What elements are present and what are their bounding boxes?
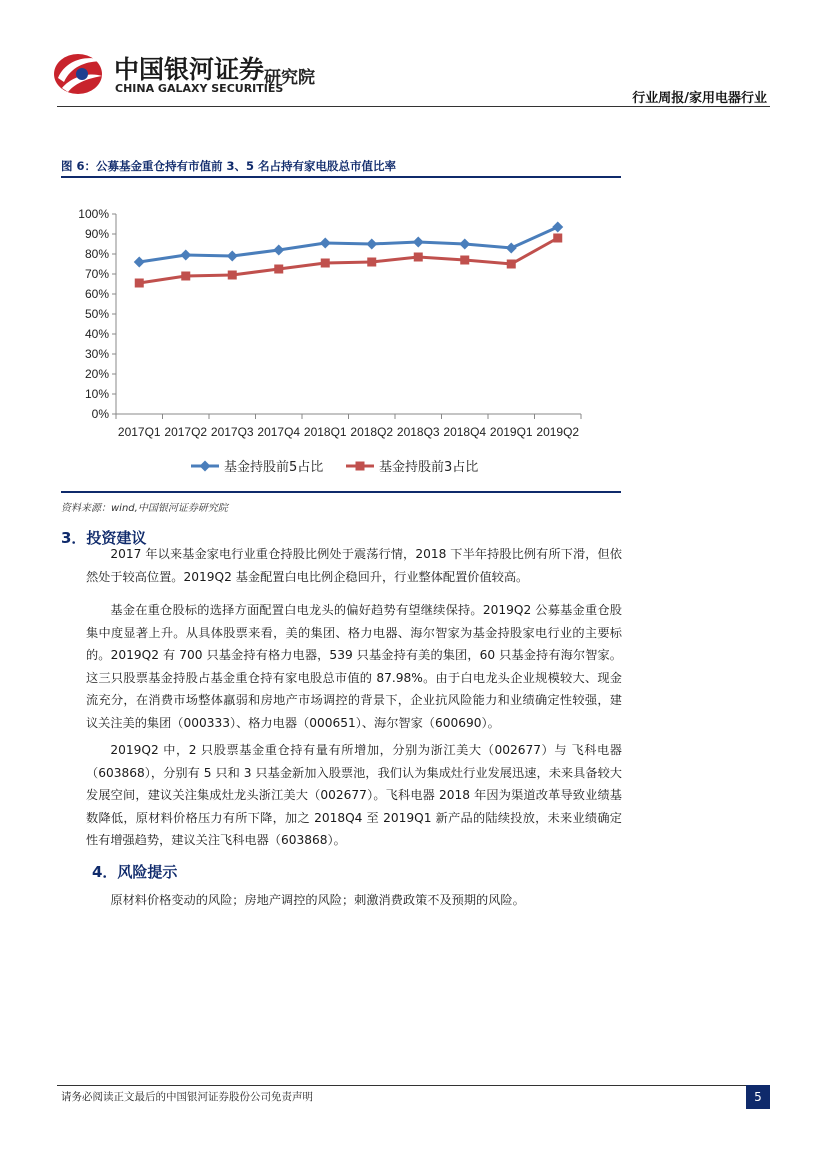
data-point-marker [553,234,562,243]
data-point-marker [321,259,330,268]
figure-title: 图 6：公募基金重仓持有市值前 3、5 名占持有家电股总市值比率 [61,159,397,173]
footer-disclaimer: 请务必阅读正文最后的中国银河证券股份公司免责声明 [61,1091,313,1103]
data-point-marker [552,222,563,233]
data-point-marker [367,258,376,267]
company-name-cn: 中国银河证券 [114,55,265,84]
data-point-marker [366,239,377,250]
data-point-marker [414,253,423,262]
x-tick-label: 2017Q1 [117,425,161,439]
data-point-marker [507,260,516,269]
data-point-marker [413,237,424,248]
data-point-marker [134,257,145,268]
legend-swatch-marker [356,462,365,471]
y-tick-label: 50% [84,307,109,321]
header-divider [57,106,770,107]
figure-source: 资料来源：wind,中国银河证券研究院 [61,503,228,514]
data-point-marker [459,239,470,250]
data-point-marker [227,251,238,262]
x-tick-label: 2019Q1 [489,425,533,439]
y-tick-label: 100% [78,207,109,221]
y-tick-label: 40% [84,327,109,341]
y-tick-label: 60% [84,287,109,301]
company-name-en: CHINA GALAXY SECURITIES [115,82,284,95]
x-tick-label: 2017Q3 [210,425,254,439]
y-tick-label: 80% [84,247,109,261]
galaxy-logo-icon [52,48,108,98]
data-point-marker [273,245,284,256]
data-point-marker [135,279,144,288]
series-line-1 [139,227,558,262]
x-tick-label: 2017Q2 [164,425,208,439]
data-point-marker [460,256,469,265]
x-tick-label: 2018Q1 [303,425,347,439]
data-point-marker [181,272,190,281]
footer-divider [57,1085,770,1086]
section-heading-investment: 3．投资建议 [61,529,147,547]
paragraph: 2019Q2 中，2 只股票基金重仓持有量有所增加，分别为浙江美大（002677）与 飞科电器（603868），分别有 5 只和 3 只基金新加入股票池，我们认为集成灶行业发展迅速，未来具备较大发展空间，建议关注集成灶龙头浙江美大（002677）。飞科电器 2018 年因为渠道改革导致业绩基数降低，原材料价格压力有所下降，加之 2018Q4 至 2019Q1 新产品的陆续投放，未来业绩确定性有增强趋势，建议关注飞科电器（603868）。 [86,743,622,848]
data-point-marker [228,271,237,280]
paragraph: 基金在重仓股标的选择方面配置白电龙头的偏好趋势有望继续保持。2019Q2 公募基金重仓股集中度显著上升。从具体股票来看，美的集团、格力电器、海尔智家为基金持股家电行业的主要标的。2019Q2 有 700 只基金持有格力电器，539 只基金持有美的集团，60 只基金持有海尔智家。这三只股票基金持股占基金重仓持有家电股总市值的 87.98%。由于白电龙头企业规模较大、现金流充分，在消费市场整体羸弱和房地产市场调控的背景下，企业抗风险能力和业绩确定性较强，建议关注美的集团（000333）、格力电器（000651）、海尔智家（600690）。 [86,603,622,730]
paragraph: 2017 年以来基金家电行业重仓持股比例处于震荡行情，2018 下半年持股比例有所下滑，但依然处于较高位置。2019Q2 基金配置白电比例企稳回升，行业整体配置价值较高。 [86,547,622,584]
report-type: 行业周报/家用电器行业 [632,91,767,106]
y-tick-label: 0% [91,407,109,421]
y-tick-label: 90% [84,227,109,241]
y-tick-label: 10% [84,387,109,401]
x-tick-label: 2019Q2 [536,425,580,439]
y-tick-label: 30% [84,347,109,361]
x-tick-label: 2018Q3 [396,425,440,439]
x-tick-label: 2018Q2 [350,425,394,439]
x-tick-label: 2017Q4 [257,425,301,439]
figure-top-rule [61,176,621,178]
section-heading-risk: 4．风险提示 [92,863,178,881]
y-tick-label: 20% [84,367,109,381]
line-chart [61,180,621,488]
data-point-marker [506,243,517,254]
legend-swatch-marker [200,461,211,472]
legend-label: 基金持股前3占比 [379,460,479,475]
y-tick-label: 70% [84,267,109,281]
institute-label: 研究院 [264,68,315,88]
page-number: 5 [746,1085,770,1109]
chart-svg [61,180,621,488]
figure-bottom-rule [61,491,621,493]
data-point-marker [180,250,191,261]
paragraph: 原材料价格变动的风险；房地产调控的风险；刺激消费政策不及预期的风险。 [110,893,525,907]
x-tick-label: 2018Q4 [443,425,487,439]
legend-label: 基金持股前5占比 [224,460,324,475]
data-point-marker [274,265,283,274]
data-point-marker [320,238,331,249]
